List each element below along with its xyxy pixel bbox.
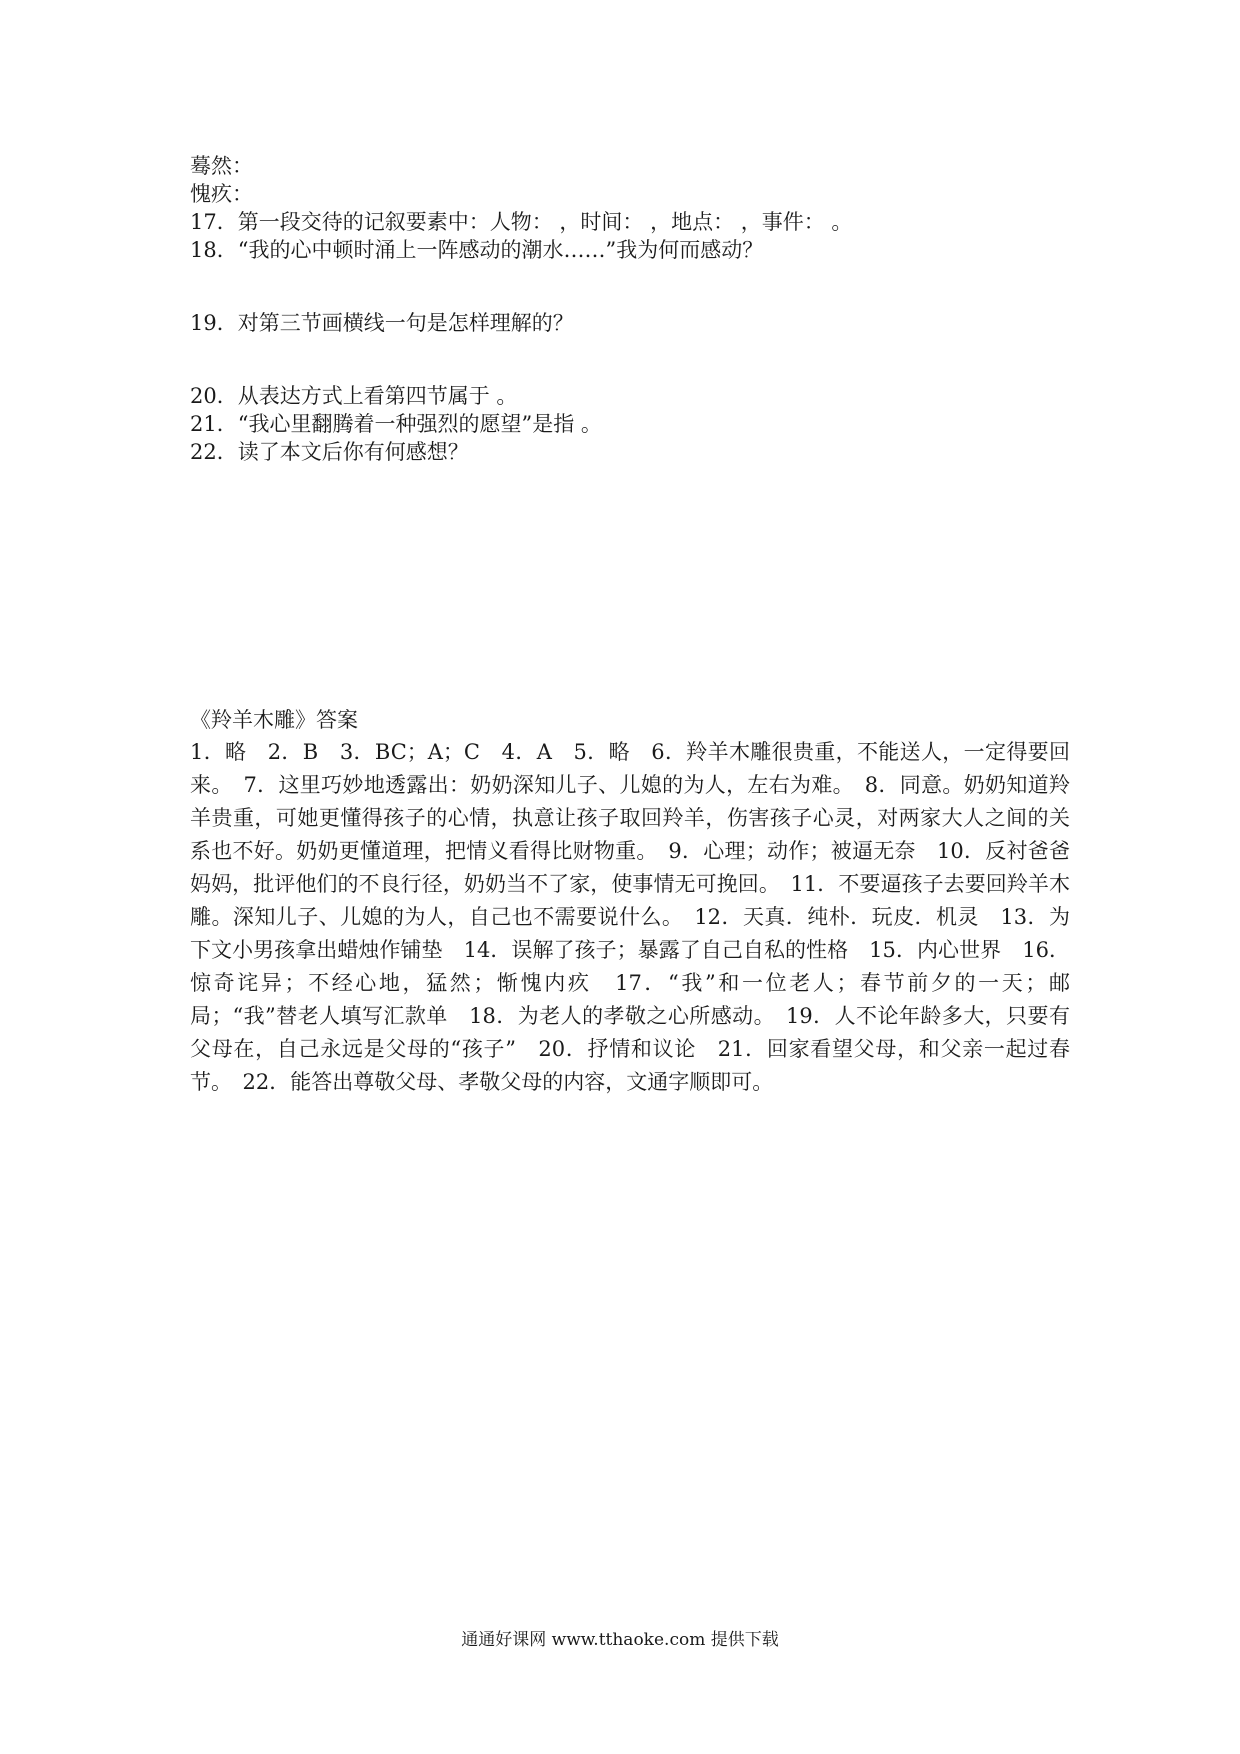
vocab-item-muran: 蓦然：: [190, 154, 253, 178]
answers-title: 《羚羊木雕》答案: [190, 708, 358, 732]
question-18: 18．“我的心中顿时涌上一阵感动的潮水……”我为何而感动？: [190, 238, 764, 262]
questions-section: [190, 152, 1070, 466]
answers-section: [190, 704, 1070, 1099]
vocab-item-kuijiu: 愧疚：: [190, 182, 253, 206]
answer-space: [190, 337, 1070, 382]
answers-body: 1．略 2．B 3．BC；A；C 4．A 5．略 6．羚羊木雕很贵重，不能送人，一定得要回来。 7．这里巧妙地透露出：奶奶深知儿子、儿媳的为人，左右为难。 8．同意。奶奶知道羚羊贵重，可她更懂得孩子的心情，执意让孩子取回羚羊，伤害孩子心灵，对两家大人之间的关系也不好。奶奶更懂道理，把情义看得比财物重。 9．心理；动作；被逼无奈 10．反衬爸爸妈妈，批评他们的不良行径，奶奶当不了家，使事情无可挽回。 11．不要逼孩子去要回羚羊木雕。深知儿子、儿媳的为人，自己也不需要说什么。 12．天真．纯朴．玩皮．机灵 13．为下文小男孩拿出蜡烛作铺垫 14．误解了孩子；暴露了自己自私的性格 15．内心世界 16．惊奇诧异；不经心地，猛然；惭愧内疚 17．“我”和一位老人；春节前夕的一天；邮局；“我”替老人填写汇款单 18．为老人的孝敬之心所感动。 19．人不论年龄多大，只要有父母在，自己永远是父母的“孩子” 20．抒情和议论 21．回家看望父母，和父亲一起过春节。 22．能答出尊敬父母、孝敬父母的内容，文通字顺即可。: [190, 740, 1070, 1094]
question-20: 20．从表达方式上看第四节属于 。: [190, 384, 518, 408]
question-17: 17．第一段交待的记叙要素中：人物： ，时间： ，地点： ，事件： 。: [190, 210, 853, 234]
page-footer: 通通好课网 www.tthaoke.com 提供下载: [461, 1630, 779, 1650]
question-19: 19．对第三节画横线一句是怎样理解的？: [190, 311, 574, 335]
question-22: 22．读了本文后你有何感想？: [190, 440, 469, 464]
answer-space: [190, 264, 1070, 309]
question-21: 21．“我心里翻腾着一种强烈的愿望”是指 。: [190, 412, 602, 436]
